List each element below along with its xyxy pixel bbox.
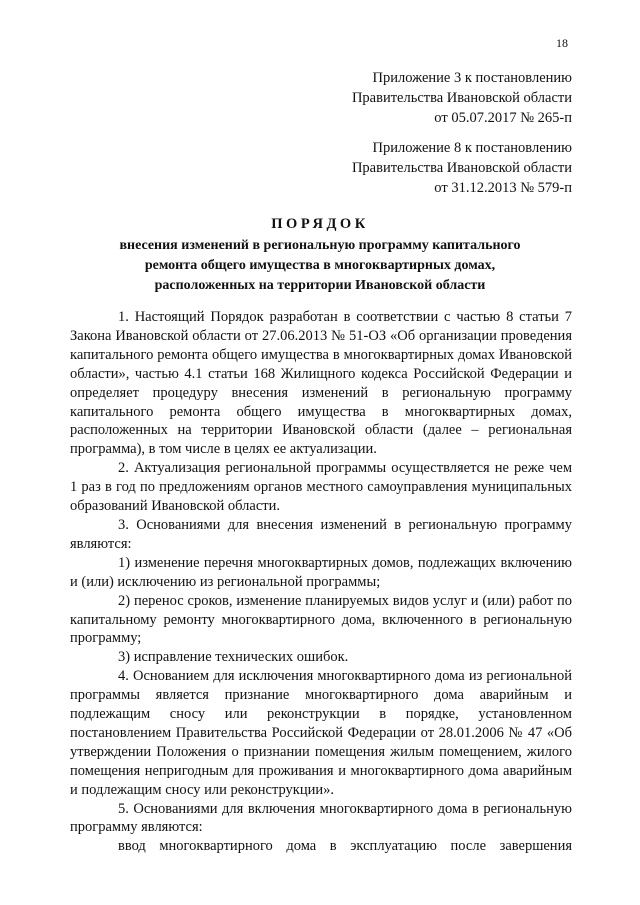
list-item-2: 2) перенос сроков, изменение планируемых видов услуг и (или) работ по капитальному ремонту многоквартирного дома, включенного в региональную программу; <box>70 592 572 647</box>
appendix-8-line3: от 31.12.2013 № 579-п <box>434 180 572 196</box>
paragraph-5: 5. Основаниями для включения многоквартирного дома в региональную программу являются: <box>70 800 572 836</box>
document-body <box>70 308 572 856</box>
appendix-8-header <box>352 138 572 198</box>
paragraph-4: 4. Основанием для исключения многоквартирного дома из региональной программы является признание многоквартирного дома аварийным и подлежащим сносу или реконструкции в порядке, установленном постановлением Правительства Российской Федерации от 28.01.2006 № 47 «Об утверждении Положения о признании помещения жилым помещением, жилого помещения непригодным для проживания и многоквартирного дома аварийным и подлежащим сносу или реконструкции». <box>70 668 572 798</box>
document-title: ПОРЯДОК <box>271 216 369 232</box>
appendix-3-line1: Приложение 3 к постановлению <box>372 70 572 86</box>
appendix-8-line2: Правительства Ивановской области <box>351 160 572 176</box>
list-item-3: 3) исправление технических ошибок. <box>118 649 349 666</box>
appendix-3-line2: Правительства Ивановской области <box>351 90 572 106</box>
page-number: 18 <box>556 36 568 50</box>
appendix-3-header <box>352 68 572 128</box>
subtitle-line1: внесения изменений в региональную программу капитального <box>119 238 521 253</box>
subtitle-line3: расположенных на территории Ивановской области <box>154 278 486 293</box>
paragraph-2: 2. Актуализация региональной программы осуществляется не реже чем 1 раз в год по предложениям органов местного самоуправления муниципальных образований Ивановской области. <box>70 460 572 515</box>
subtitle-line2: ремонта общего имущества в многоквартирных домах, <box>144 258 496 273</box>
document-title-block <box>0 214 640 296</box>
appendix-8-line1: Приложение 8 к постановлению <box>372 140 572 156</box>
appendix-3-line3: от 05.07.2017 № 265-п <box>434 110 572 126</box>
list-item-1: 1) изменение перечня многоквартирных домов, подлежащих включению и (или) исключению из региональной программы; <box>70 554 572 590</box>
paragraph-1: 1. Настоящий Порядок разработан в соответствии с частью 8 статьи 7 Закона Ивановской области от 27.06.2013 № 51-ОЗ «Об организации проведения капитального ремонта общего имущества в многоквартирных домах Ивановской области», частью 4.1 статьи 168 Жилищного кодекса Российской Федерации и определяет процедуру внесения изменений в региональную программу капитального ремонта общего имущества в многоквартирных домах, расположенных на территории Ивановской области (далее – региональная программа), в том числе в целях ее актуализации. <box>70 309 572 458</box>
paragraph-6: ввод многоквартирного дома в эксплуатацию после завершения <box>118 838 572 855</box>
paragraph-3: 3. Основаниями для внесения изменений в региональную программу являются: <box>70 516 572 552</box>
document-subtitle <box>0 236 640 296</box>
